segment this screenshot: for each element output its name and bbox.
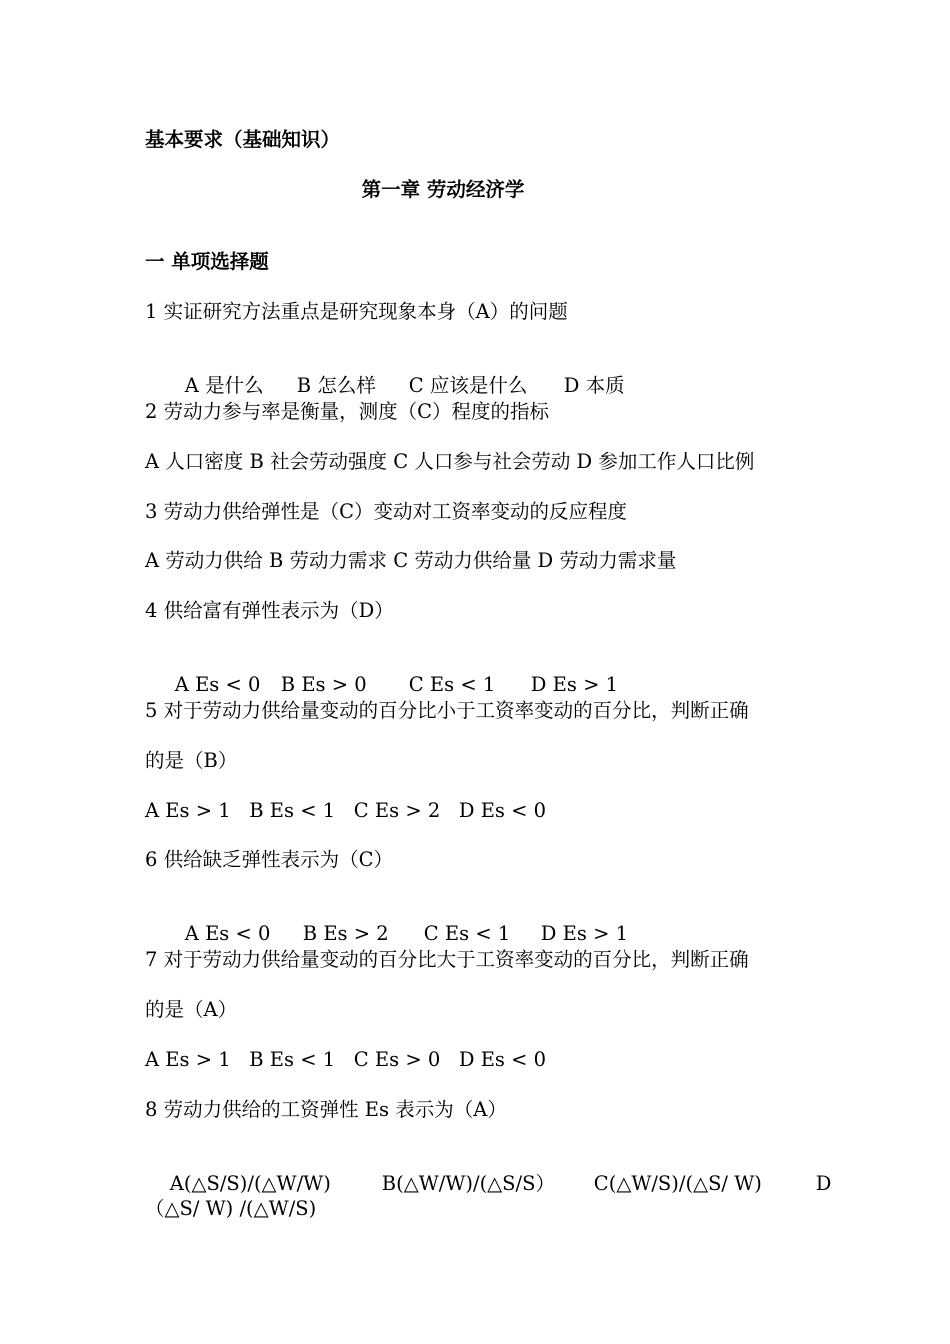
question-5-options: A Es > 1 B Es < 1 C Es > 2 D Es < 0	[145, 799, 547, 822]
question-5: 5 对于劳动力供给量变动的百分比小于工资率变动的百分比，判断正确	[145, 699, 749, 722]
document-header: 基本要求（基础知识）	[145, 128, 341, 151]
option-d: D Es > 1	[540, 922, 629, 945]
option-c: C Es < 1	[408, 673, 496, 696]
question-1: 1 实证研究方法重点是研究现象本身（A）的问题	[145, 300, 568, 323]
option-c: C Es < 1	[423, 922, 511, 945]
option-b: B 怎么样	[296, 374, 376, 397]
option-a: A 是什么	[184, 374, 264, 397]
question-6: 6 供给缺乏弹性表示为（C）	[145, 848, 394, 871]
option-a: A Es < 0	[184, 922, 271, 945]
option-b: B(△W/W)/(△S/S）	[381, 1172, 555, 1195]
chapter-title: 第一章 劳动经济学	[361, 178, 525, 201]
question-3-options: A 劳动力供给 B 劳动力需求 C 劳动力供给量 D 劳动力需求量	[145, 549, 677, 572]
option-d: D 本质	[563, 374, 625, 397]
option-b: B Es > 0	[280, 673, 367, 696]
question-3: 3 劳动力供给弹性是（C）变动对工资率变动的反应程度	[145, 500, 628, 523]
question-7-options: A Es > 1 B Es < 1 C Es > 0 D Es < 0	[145, 1048, 547, 1071]
option-c: C(△W/S)/(△S/ W)	[593, 1172, 762, 1195]
option-c: C 应该是什么	[408, 374, 528, 397]
question-8: 8 劳动力供给的工资弹性 Es 表示为（A）	[145, 1098, 507, 1121]
section-title: 一 单项选择题	[145, 250, 269, 273]
question-2-options: A 人口密度 B 社会劳动强度 C 人口参与社会劳动 D 参加工作人口比例	[145, 450, 755, 473]
question-4: 4 供给富有弹性表示为（D）	[145, 599, 394, 622]
question-7: 7 对于劳动力供给量变动的百分比大于工资率变动的百分比，判断正确	[145, 948, 749, 971]
option-a: A Es < 0	[174, 673, 261, 696]
option-d: D Es > 1	[530, 673, 619, 696]
option-a: A(△S/S)/(△W/W)	[169, 1172, 331, 1195]
question-7-cont: 的是（A）	[145, 998, 238, 1021]
question-5-cont: 的是（B）	[145, 749, 238, 772]
option-d: D	[815, 1172, 832, 1195]
question-8-option-d-cont: （△S/ W) /(△W/S)	[145, 1197, 317, 1220]
question-2: 2 劳动力参与率是衡量，测度（C）程度的指标	[145, 400, 550, 423]
option-b: B Es > 2	[302, 922, 389, 945]
